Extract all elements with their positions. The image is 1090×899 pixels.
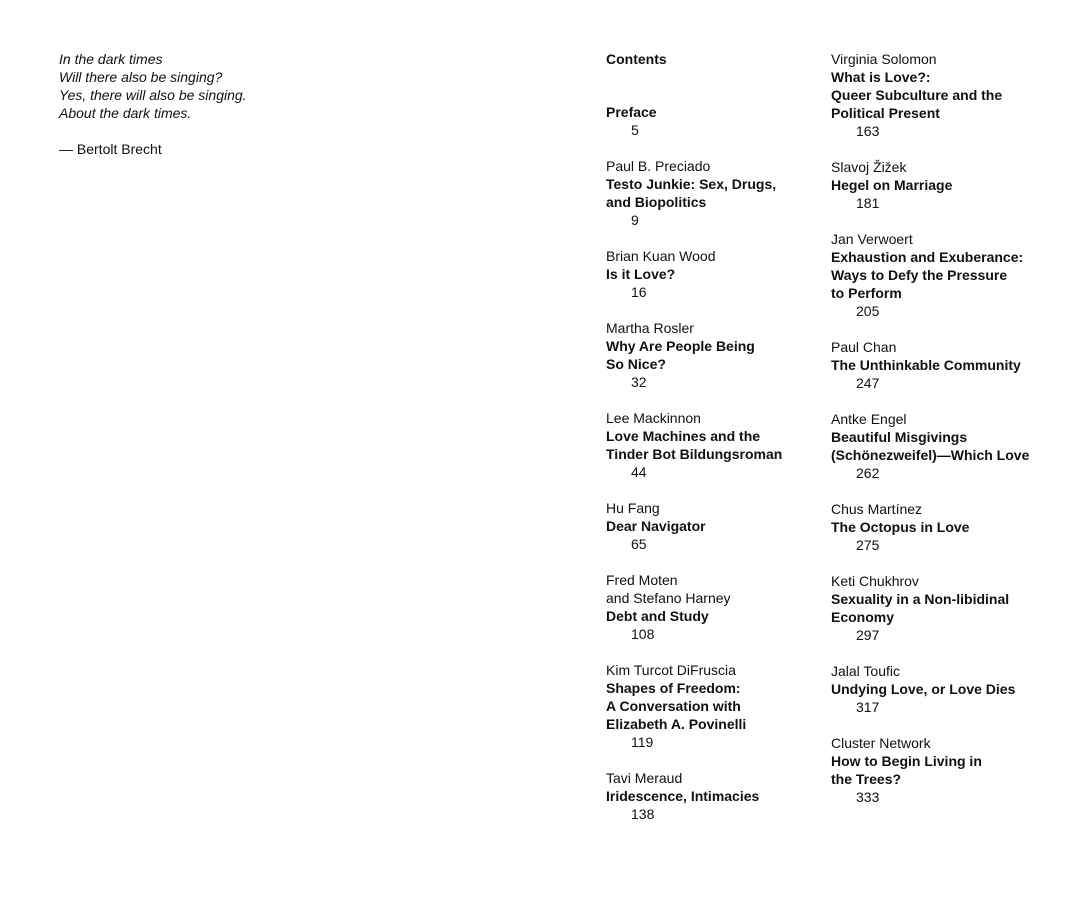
toc-entry-author: Brian Kuan Wood (606, 248, 716, 264)
contents-heading: Contents (606, 51, 667, 67)
toc-entry-page-number: 65 (631, 536, 647, 552)
epigraph-line: About the dark times. (59, 105, 192, 121)
toc-entry-page-number: 119 (631, 734, 654, 750)
toc-entry-page-number: 16 (631, 284, 647, 300)
toc-entry-author: Jalal Toufic (831, 663, 901, 679)
toc-entry-author: Martha Rosler (606, 320, 694, 336)
toc-entry (831, 572, 1066, 644)
toc-entry (606, 661, 841, 751)
toc-entry-author: Cluster Network (831, 735, 931, 751)
toc-entry (606, 319, 841, 391)
toc-column-right (831, 50, 1066, 824)
toc-entry-title: Is it Love? (606, 266, 676, 282)
toc-entry (831, 230, 1066, 320)
toc-entry-title: The Unthinkable Community (831, 357, 1021, 373)
toc-entry (606, 769, 841, 823)
toc-entry (606, 409, 841, 481)
toc-entry-title: Sexuality in a Non-libidinal Economy (831, 591, 1010, 625)
toc-entry-title: Debt and Study (606, 608, 709, 624)
toc-entry-page-number: 275 (856, 537, 880, 553)
toc-entry-page-number: 205 (856, 303, 880, 319)
toc-entry-author: Paul Chan (831, 339, 897, 355)
epigraph-line: In the dark times (59, 51, 163, 67)
toc-entry-page-number: 138 (631, 806, 655, 822)
toc-entry (831, 500, 1066, 554)
toc-entry-page-number: 163 (856, 123, 880, 139)
toc-entry-author: Chus Martínez (831, 501, 923, 517)
toc-entry-page-number: 181 (856, 195, 880, 211)
toc-entry-author: Tavi Meraud (606, 770, 683, 786)
toc-entry-author: Keti Chukhrov (831, 573, 919, 589)
toc-entry-author: Paul B. Preciado (606, 158, 711, 174)
toc-entry-page-number: 5 (631, 122, 639, 138)
toc-entry-page-number: 9 (631, 212, 639, 228)
toc-entry-title: Exhaustion and Exuberance: Ways to Defy the Pressure to Perform (831, 249, 1024, 301)
toc-entry-page-number: 262 (856, 465, 880, 481)
toc-entry-title: Testo Junkie: Sex, Drugs, and Biopolitics (606, 176, 777, 210)
toc-entry-author: Antke Engel (831, 411, 907, 427)
toc-entry-title: Shapes of Freedom: A Conversation with Elizabeth A. Povinelli (606, 680, 747, 732)
epigraph-line: Yes, there will also be singing. (59, 87, 247, 103)
toc-entry-author: Hu Fang (606, 500, 660, 516)
toc-entry-title: Preface (606, 104, 657, 120)
toc-entry-page-number: 247 (856, 375, 880, 391)
toc-entry (831, 734, 1066, 806)
toc-entry (606, 157, 841, 229)
toc-entry (606, 571, 841, 643)
toc-entry (831, 338, 1066, 392)
toc-entry-page-number: 333 (856, 789, 880, 805)
toc-entry-title: Love Machines and the Tinder Bot Bildungsroman (606, 428, 783, 462)
toc-entry-author: Slavoj Žižek (831, 159, 907, 175)
toc-entry (606, 499, 841, 553)
toc-entry-title: What is Love?: Queer Subculture and the Political Present (831, 69, 1003, 121)
toc-entry-page-number: 44 (631, 464, 647, 480)
toc-entry-author: Virginia Solomon (831, 51, 937, 67)
epigraph (59, 50, 379, 158)
toc-entry (831, 158, 1066, 212)
toc-entry-page-number: 108 (631, 626, 655, 642)
toc-entry (831, 50, 1066, 140)
toc-entry-title: Iridescence, Intimacies (606, 788, 760, 804)
epigraph-line: Will there also be singing? (59, 69, 223, 85)
toc-entry (606, 103, 841, 139)
toc-entry (831, 410, 1066, 482)
toc-entry-title: Hegel on Marriage (831, 177, 953, 193)
toc-entry-author: Kim Turcot DiFruscia (606, 662, 736, 678)
toc-entry-title: Why Are People Being So Nice? (606, 338, 755, 372)
epigraph-attribution: — Bertolt Brecht (59, 141, 162, 157)
toc-entry-author: Fred Moten and Stefano Harney (606, 572, 731, 606)
toc-entry-title: The Octopus in Love (831, 519, 970, 535)
toc-column-left (606, 103, 841, 841)
toc-entry-title: Beautiful Misgivings (Schönezweifel)—Which Love (831, 429, 1030, 463)
toc-entry-author: Lee Mackinnon (606, 410, 701, 426)
toc-entry-title: How to Begin Living in the Trees? (831, 753, 982, 787)
toc-entry (606, 247, 841, 301)
toc-entry-title: Dear Navigator (606, 518, 706, 534)
toc-entry-page-number: 317 (856, 699, 880, 715)
toc-entry (831, 662, 1066, 716)
toc-entry-author: Jan Verwoert (831, 231, 913, 247)
toc-entry-title: Undying Love, or Love Dies (831, 681, 1016, 697)
toc-entry-page-number: 297 (856, 627, 880, 643)
toc-entry-page-number: 32 (631, 374, 647, 390)
